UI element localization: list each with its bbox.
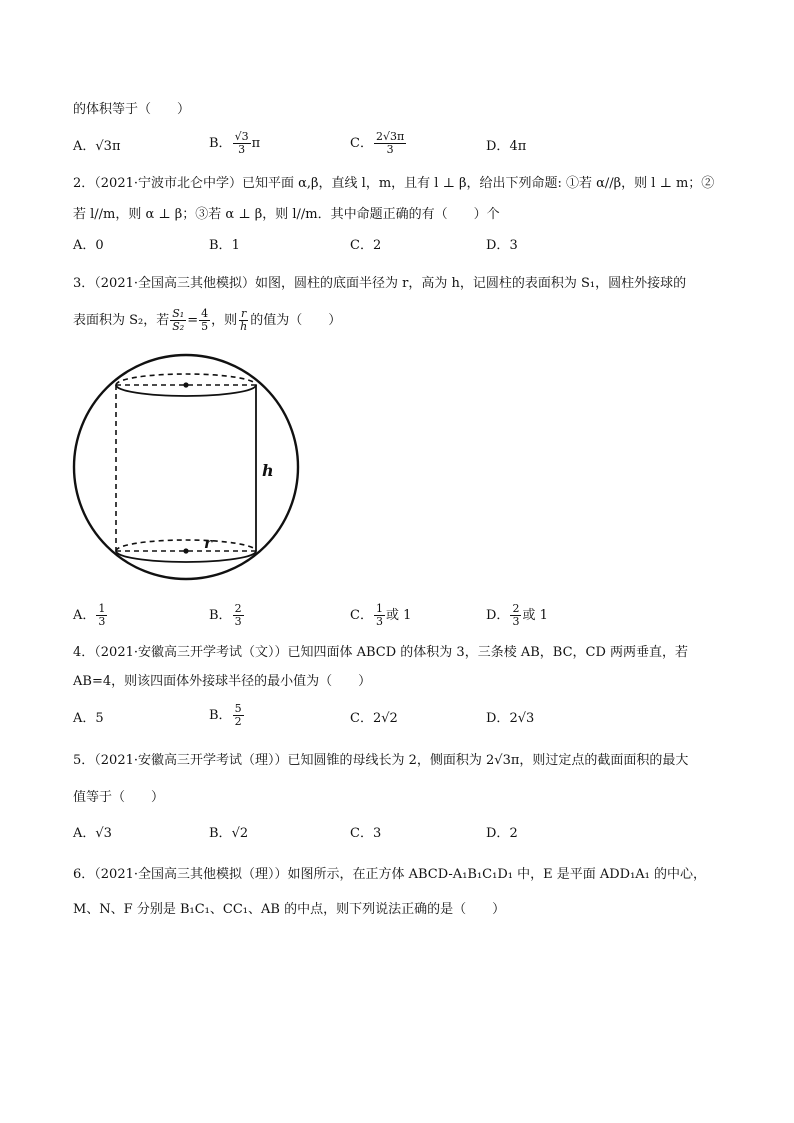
q1-option-d [486,138,526,156]
fraction: $\frac{1}{3}$ [375,602,383,628]
q5-option-d [486,825,518,843]
label-h: h [262,461,274,480]
label-r: r [204,534,212,552]
option-label: A． [73,826,96,841]
q6-line-1: 6．（2021·全国高三其他模拟（理））如图所示，在正方体 ABCD-A₁B₁C₁D₁ 中，E 是平面 ADD₁A₁ 的中心， [73,867,707,882]
option-value: 2 [372,238,382,253]
option-value: 2 [509,826,518,841]
option-label: A． [73,711,96,726]
q3-line-2 [73,308,341,333]
option-label: B． [209,826,232,841]
q2-option-c [350,237,381,255]
fraction: $\frac{1}{3}$ [98,602,106,628]
option-label: B． [209,708,232,723]
ratio-value-fraction: $\frac{4}{5}$ [201,307,209,333]
option-label: D． [486,608,510,623]
option-label: B． [209,608,232,623]
q3-option-c [350,603,411,628]
option-label: C． [350,826,373,841]
q5-option-a [73,825,112,843]
option-suffix: 或 1 [522,608,548,623]
q1-option-b [209,131,260,156]
option-suffix: 或 1 [385,608,412,623]
q3-line-1: 3．（2021·全国高三其他模拟）如图，圆柱的底面半径为 r，高为 h，记圆柱的表面积为 S₁，圆柱外接球的 [73,276,687,291]
option-label: A． [73,238,96,253]
q1-option-a [73,138,121,156]
option-value: 4π [509,139,527,154]
fraction: $\frac{√3}{3}$ [234,130,249,156]
fraction: $\frac{2√3\pi}{3}$ [375,130,405,156]
bottom-center-dot [183,548,188,553]
option-value: √2 [231,826,249,841]
fraction: $\frac{5}{2}$ [234,702,242,728]
q2-line-2: 若 l//m，则 α ⊥ β；③若 α ⊥ β，则 l//m．其中命题正确的有（ ）个 [73,207,500,222]
option-value: 5 [95,711,104,726]
q3-option-d [486,603,548,628]
option-label: D． [486,826,510,841]
q5-line-2: 值等于（ ） [73,790,165,805]
q2-option-d [486,237,518,255]
q1-option-c [350,131,407,156]
cylinder-in-sphere-figure [70,352,310,584]
fraction: $\frac{2}{3}$ [234,602,242,628]
option-label: B． [209,136,232,151]
q5-line-1: 5．（2021·安徽高三开学考试（理））已知圆锥的母线长为 2，侧面积为 2√3π，则过定点的截面面积的最大 [73,753,689,768]
option-label: A． [73,608,96,623]
option-label: C． [350,238,373,253]
option-value: 3 [372,826,382,841]
option-label: D． [486,711,510,726]
option-value: 3 [509,238,518,253]
top-center-dot [183,382,188,387]
option-value: 1 [231,238,240,253]
option-label: C． [350,136,373,151]
ratio-fraction: $\frac{\text{S₁}}{\text{S₂}}$ [172,307,185,333]
q3-text: 表面积为 S₂，若 [73,313,170,328]
option-value: √3 [95,826,112,841]
option-value: √3π [95,139,121,154]
q2-line-1: 2．（2021·宁波市北仑中学）已知平面 α,β，直线 l，m，且有 l ⊥ β，给出下列命题: ①若 α//β，则 l ⊥ m；② [73,176,715,191]
q5-option-c [350,825,381,843]
option-label: D． [486,139,510,154]
option-label: A． [73,139,96,154]
q3-text: ，则 [211,313,238,328]
option-value: 2√3 [509,711,535,726]
option-value: 2√2 [372,711,398,726]
rh-fraction: $\frac{r}{h}$ [240,307,248,333]
q4-option-b [209,703,245,728]
q6-line-2: M、N、F 分别是 B₁C₁、CC₁、AB 的中点，则下列说法正确的是（ ） [73,902,506,917]
q5-option-b [209,825,248,843]
option-suffix: π [251,136,261,151]
option-label: B． [209,238,232,253]
q1-tail: 的体积等于（ ） [73,102,191,117]
q3-option-b [209,603,245,628]
q3-text: 的值为（ ） [250,313,342,328]
option-label: C． [350,608,373,623]
q2-option-b [209,237,240,255]
option-value: 0 [95,238,104,253]
option-label: D． [486,238,510,253]
q4-option-d [486,710,534,728]
q4-line-2: AB=4，则该四面体外接球半径的最小值为（ ） [73,674,372,689]
q4-option-a [73,710,104,728]
q4-line-1: 4．（2021·安徽高三开学考试（文））已知四面体 ABCD 的体积为 3，三条棱 AB，BC，CD 两两垂直，若 [73,645,689,660]
q3-option-a [73,603,108,628]
option-label: C． [350,711,373,726]
fraction: $\frac{2}{3}$ [512,602,520,628]
equals-sign: = [187,313,199,328]
q2-option-a [73,237,104,255]
q4-option-c [350,710,398,728]
